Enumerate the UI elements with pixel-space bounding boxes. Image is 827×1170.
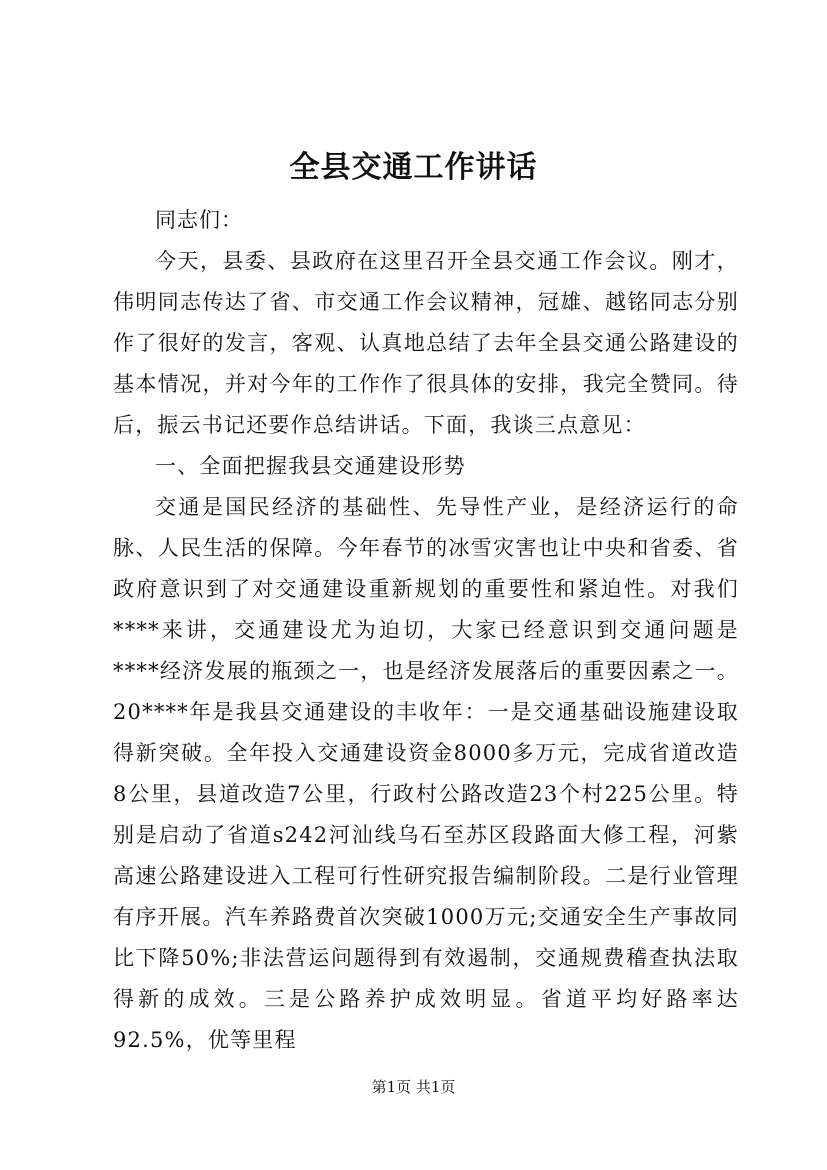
section-heading-1: 一、全面把握我县交通建设形势 [155, 454, 466, 478]
document-body [113, 200, 739, 1061]
document-title: 全县交通工作讲话 [289, 150, 538, 185]
transport-situation-paragraph: 交通是国民经济的基础性、先导性产业，是经济运行的命脉、人民生活的保障。今年春节的冰雪灾害也让中央和省委、省政府意识到了对交通建设重新规划的重要性和紧迫性。对我们****来讲，交通建设尤为迫切，大家已经意识到交通问题是****经济发展的瓶颈之一，也是经济发展落后的重要因素之一。20****年是我县交通建设的丰收年：一是交通基础设施建设取得新突破。全年投入交通建设资金8000多万元，完成省道改造8公里，县道改造7公里，行政村公路改造23个村225公里。特别是启动了省道s242河汕线乌石至苏区段路面大修工程，河紫高速公路建设进入工程可行性研究报告编制阶段。二是行业管理有序开展。汽车养路费首次突破1000万元;交通安全生产事故同比下降50%;非法营运问题得到有效遏制，交通规费稽查执法取得新的成效。三是公路养护成效明显。省道平均好路率达92.5%，优等里程 [113, 495, 739, 1052]
opening-paragraph: 今天，县委、县政府在这里召开全县交通工作会议。刚才，伟明同志传达了省、市交通工作会议精神，冠雄、越铭同志分别作了很好的发言，客观、认真地总结了去年全县交通公路建设的基本情况，并对今年的工作作了很具体的安排，我完全赞同。待后，振云书记还要作总结讲话。下面，我谈三点意见： [113, 249, 739, 437]
greeting-paragraph: 同志们： [155, 208, 243, 232]
page-footer: 第1页 共1页 [371, 1078, 456, 1096]
